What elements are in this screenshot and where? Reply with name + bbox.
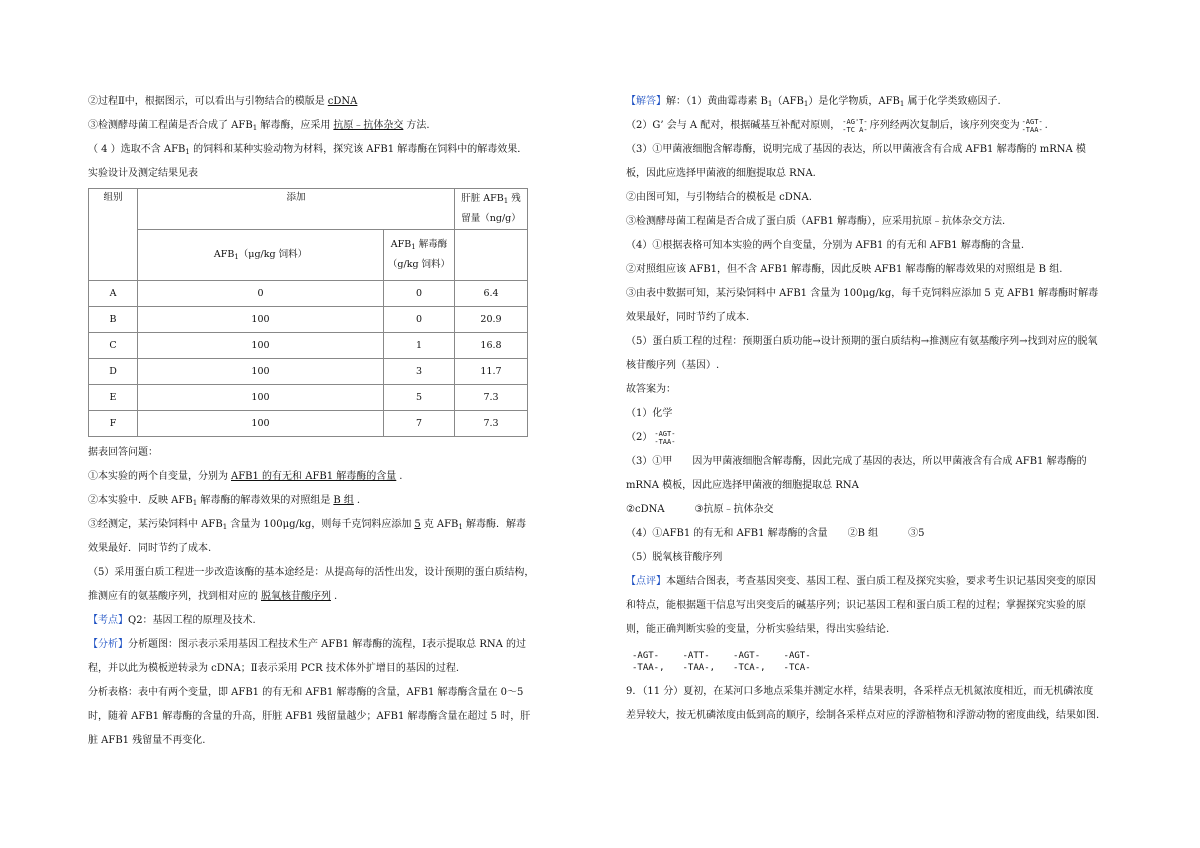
text: ③经测定，某污染饲料中 AFB bbox=[88, 519, 223, 530]
header-afb bbox=[138, 230, 384, 281]
question-9: 9．（11 分）夏初，在某河口多地点采集并测定水样，结果表明，各采样点无机氮浓度相近，而无机磷浓度差异较大，按无机磷浓度由低到高的顺序，绘制各采样点对应的浮游植物和浮游动物的密度曲线，结果如图. bbox=[626, 686, 1100, 721]
table-row bbox=[89, 385, 528, 411]
seq-top: -AG'T- bbox=[842, 117, 868, 126]
fenxi-table: 分析表格：表中有两个变量，即 AFB1 的有无和 AFB1 解毒酶的含量，AFB1 解毒酶含量在 0～5 时，随着 AFB1 解毒酶的含量的升高，肝脏 AFB1 残留量越少；AFB1 解毒酶含量在超过 5 时，肝脏 AFB1 残留量不再变化. bbox=[88, 687, 531, 746]
subscript: 1 bbox=[803, 100, 809, 108]
text: ）是化学物质，AFB bbox=[808, 96, 900, 107]
label-tag: 【点评】 bbox=[626, 576, 666, 587]
seq-top: -AGT- bbox=[733, 651, 761, 661]
sequence-answer bbox=[654, 430, 675, 446]
subscript: 1 bbox=[222, 523, 228, 531]
answer-blank: 抗原﹣抗体杂交 bbox=[333, 120, 404, 131]
table-cell-enz: 5 bbox=[384, 385, 455, 411]
text: 的饲料和某种实验动物为材料，探究该 AFB1 解毒酶在饲料中的解毒效果．实验设计及测定结果见表 bbox=[88, 144, 528, 179]
answer-blank: cDNA bbox=[327, 96, 358, 107]
table-body bbox=[89, 281, 528, 437]
table-cell-res: 16.8 bbox=[455, 333, 528, 359]
text: AFB bbox=[213, 249, 235, 260]
subscript: 1 bbox=[252, 124, 258, 132]
fenxi bbox=[88, 633, 536, 681]
label-tag: 【解答】 bbox=[626, 96, 666, 107]
table-cell-g: E bbox=[89, 385, 138, 411]
subscript: 1 bbox=[234, 253, 239, 261]
table-row bbox=[89, 411, 528, 437]
q4-intro bbox=[88, 138, 536, 186]
answer-blank: 5 bbox=[414, 519, 421, 530]
table-row bbox=[89, 281, 528, 307]
sequence-mutated bbox=[1022, 118, 1043, 134]
subscript: 1 bbox=[185, 148, 190, 156]
q5-line: （5）采用蛋白质工程进一步改造该酶的基本途经是：从提高每的活性出发，设计预期的蛋白质结构，推测应有的氨基酸序列，找到相对应的 脱氧核苷酸序列 . bbox=[88, 567, 535, 602]
seq-separator: , bbox=[659, 663, 665, 673]
table-cell-afb: 100 bbox=[138, 411, 384, 437]
jieda-4: ②由图可知，与引物结合的模板是 cDNA. bbox=[626, 192, 812, 203]
answer-blank: B 组 bbox=[333, 495, 354, 506]
seq-bottom: -TAA- bbox=[1021, 125, 1043, 134]
subscript: 1 bbox=[899, 100, 905, 108]
text: ①本实验的两个自变量，分别为 bbox=[88, 471, 228, 482]
text: 解毒酶的解毒效果的对照组是 bbox=[197, 495, 331, 506]
seq-top: -ATT- bbox=[682, 651, 710, 661]
jieda-5: ③检测酵母菌工程菌是否合成了蛋白质（AFB1 解毒酶），应采用抗原﹣抗体杂交方法. bbox=[626, 216, 1006, 227]
text: ②过程Ⅱ中，根据图示，可以看出与引物结合的模版是 bbox=[88, 96, 325, 107]
table-cell-res: 7.3 bbox=[455, 385, 528, 411]
answer-2 bbox=[626, 426, 1102, 450]
header-group: 组别 bbox=[89, 189, 138, 281]
jieda-6: （4）①根据表格可知本实验的两个自变量，分别为 AFB1 的有无和 AFB1 解毒酶的含量. bbox=[626, 240, 1024, 251]
table-row bbox=[89, 359, 528, 385]
table-cell-g: F bbox=[89, 411, 138, 437]
table-cell-afb: 100 bbox=[138, 307, 384, 333]
text: 肝脏 AFB bbox=[461, 193, 504, 204]
answer-blank: AFB1 的有无和 AFB1 解毒酶的含量 bbox=[231, 471, 397, 482]
q-intro: 据表回答问题： bbox=[88, 447, 158, 458]
table-cell-g: A bbox=[89, 281, 138, 307]
answer-blank: 脱氧核苷酸序列 bbox=[261, 591, 331, 602]
text: 本题结合图表，考查基因突变、基因工程、蛋白质工程及探究实验，要求考生识记基因突变的原因和特点，能根据题干信息写出突变后的碱基序列；识记基因工程和蛋白质工程的过程；掌握探究实验的原则，能正确判断实验的变量，分析实验结果，得出实验结论. bbox=[626, 576, 1096, 635]
sequence-options bbox=[630, 650, 1102, 674]
text: 属于化学类致癌因子. bbox=[904, 96, 1001, 107]
table-cell-afb: 100 bbox=[138, 385, 384, 411]
subscript: 1 bbox=[503, 197, 509, 205]
dianping bbox=[626, 570, 1102, 642]
table-cell-g: C bbox=[89, 333, 138, 359]
right-column bbox=[626, 90, 1102, 728]
table-cell-enz: 0 bbox=[384, 281, 455, 307]
table-cell-res: 11.7 bbox=[455, 359, 528, 385]
q1-line: ①本实验的两个自变量，分别为 AFB1 的有无和 AFB1 解毒酶的含量 . bbox=[88, 471, 403, 482]
text: （ 4 ）选取不含 AFB bbox=[88, 144, 186, 155]
jieda-3: （3）①甲菌液细胞含解毒酶，说明完成了基因的表达，所以甲菌液含有合成 AFB1 解毒酶的 mRNA 模板，因此应选择甲菌液的细胞提取总 RNA. bbox=[626, 144, 1086, 179]
text: 解毒酶（g/kg 饲料） bbox=[387, 239, 451, 270]
subscript: 1 bbox=[458, 523, 463, 531]
seq-separator: , bbox=[709, 663, 716, 673]
text: 残留量（ng/g） bbox=[461, 193, 521, 224]
jieda-7: ②对照组应该 AFB1，但不含 AFB1 解毒酶，因此反映 AFB1 解毒酶的解毒效果的对照组是 B 组. bbox=[626, 264, 1063, 275]
q-part2-line bbox=[88, 90, 536, 114]
sequence-option bbox=[733, 650, 766, 674]
header-empty bbox=[455, 230, 528, 281]
table-cell-res: 20.9 bbox=[455, 307, 528, 333]
seq-top: -AGT- bbox=[783, 651, 811, 661]
header-add: 添加 bbox=[138, 189, 455, 230]
seq-top: -AGT- bbox=[654, 429, 676, 438]
jieda-8: ③由表中数据可知，某污染饲料中 AFB1 含量为 100μg/kg，每千克饲料应添加 5 克 AFB1 解毒酶时解毒效果最好，同时节约了成本. bbox=[626, 288, 1099, 323]
answer-1: （1）化学 bbox=[626, 408, 673, 419]
answer-3: （3）①甲 因为甲菌液细胞含解毒酶，因此完成了基因的表达，所以甲菌液含有合成 AFB1 解毒酶的 mRNA 模板，因此应选择甲菌液的细胞提取总 RNA bbox=[626, 456, 1087, 491]
sequence-original bbox=[842, 118, 867, 134]
q-part3-line bbox=[88, 114, 536, 138]
text: 克 AFB bbox=[423, 519, 459, 530]
seq-bottom: -TCA- bbox=[733, 663, 761, 673]
seq-bottom: -TC A- bbox=[842, 125, 868, 134]
table-cell-res: 7.3 bbox=[455, 411, 528, 437]
answer-5: （5）脱氧核苷酸序列 bbox=[626, 552, 723, 563]
left-column bbox=[88, 90, 536, 753]
table-row bbox=[89, 307, 528, 333]
table-cell-res: 6.4 bbox=[455, 281, 528, 307]
table-cell-enz: 7 bbox=[384, 411, 455, 437]
text: 含量为 100μg/kg，则每千克饲料应添加 bbox=[227, 519, 412, 530]
text: Q2：基因工程的原理及技术. bbox=[128, 615, 256, 626]
text: （μg/kg 饲料） bbox=[238, 249, 308, 260]
table-cell-enz: 3 bbox=[384, 359, 455, 385]
header-liver bbox=[455, 189, 528, 230]
table-cell-afb: 100 bbox=[138, 359, 384, 385]
text: ③检测酵母菌工程菌是否合成了 AFB bbox=[88, 120, 253, 131]
table-cell-enz: 0 bbox=[384, 307, 455, 333]
text: 分析题图：图示表示采用基因工程技术生产 AFB1 解毒酶的流程，Ⅰ表示提取总 RNA 的过程，并以此为模板逆转录为 cDNA；Ⅱ表示采用 PCR 技术体外扩增目的基因的过程. bbox=[88, 639, 527, 674]
sequence-option bbox=[784, 650, 811, 674]
jieda-1 bbox=[626, 90, 1102, 114]
seq-separator: , bbox=[760, 663, 766, 673]
seq-bottom: -TAA- bbox=[682, 663, 710, 673]
seq-top: -AGT- bbox=[632, 651, 660, 661]
text: 解：（1）黄曲霉毒素 B bbox=[666, 96, 768, 107]
subscript: 1 bbox=[192, 499, 198, 507]
subscript: 1 bbox=[767, 100, 773, 108]
text: 解毒酶，应采用 bbox=[257, 120, 331, 131]
label-tag: 【考点】 bbox=[88, 615, 128, 626]
table-cell-g: B bbox=[89, 307, 138, 333]
table-cell-g: D bbox=[89, 359, 138, 385]
seq-bottom: -TAA- bbox=[632, 663, 660, 673]
text: AFB bbox=[390, 239, 412, 250]
text: 方法. bbox=[406, 120, 430, 131]
seq-bottom: -TCA- bbox=[783, 663, 811, 673]
text: （5）采用蛋白质工程进一步改造该酶的基本途经是：从提高每的活性出发，设计预期的蛋白质结构，推测应有的氨基酸序列，找到相对应的 bbox=[88, 567, 535, 602]
text: 解毒酶．解毒效果最好．同时节约了成本. bbox=[88, 519, 527, 554]
experiment-table bbox=[88, 188, 528, 437]
table-cell-afb: 0 bbox=[138, 281, 384, 307]
table-cell-afb: 100 bbox=[138, 333, 384, 359]
q3-line bbox=[88, 513, 536, 561]
jieda-9: （5）蛋白质工程的过程：预期蛋白质功能→设计预期的蛋白质结构→推测应有氨基酸序列→找到对应的脱氧核苷酸序列（基因）. bbox=[626, 336, 1098, 371]
text: ②本实验中．反映 AFB bbox=[88, 495, 193, 506]
kaodian bbox=[88, 609, 536, 633]
table-cell-enz: 1 bbox=[384, 333, 455, 359]
answer-4: （4）①AFB1 的有无和 AFB1 解毒酶的含量 ②B 组 ③5 bbox=[626, 528, 925, 539]
table-row bbox=[89, 333, 528, 359]
answer-intro: 故答案为： bbox=[626, 384, 676, 395]
text: （2） bbox=[626, 432, 653, 443]
q2-line: ②本实验中．反映 $AFB_1$ 解毒酶的解毒效果的对照组是 B 组 . bbox=[88, 495, 361, 507]
seq-top: -AGT- bbox=[1021, 117, 1043, 126]
header-enzyme bbox=[384, 230, 455, 281]
label-tag: 【分析】 bbox=[88, 639, 128, 650]
sequence-option bbox=[683, 650, 716, 674]
subscript: 1 bbox=[411, 243, 416, 251]
text: （2）G’ 会与 A 配对，根据碱基互补配对原则， bbox=[626, 120, 841, 131]
sequence-option bbox=[632, 650, 665, 674]
seq-bottom: -TAA- bbox=[654, 437, 676, 446]
answer-3b: ②cDNA ③抗原﹣抗体杂交 bbox=[626, 504, 774, 515]
text: （AFB bbox=[772, 96, 804, 107]
text: 序列经两次复制后，该序列突变为 bbox=[869, 120, 1020, 131]
jieda-2: （2）G’ 会与 A 配对，根据碱基互补配对原则， -AG'T- -TC A- 序列经两次复制后，该序列突变为 -AGT- -TAA- . bbox=[626, 117, 1048, 134]
